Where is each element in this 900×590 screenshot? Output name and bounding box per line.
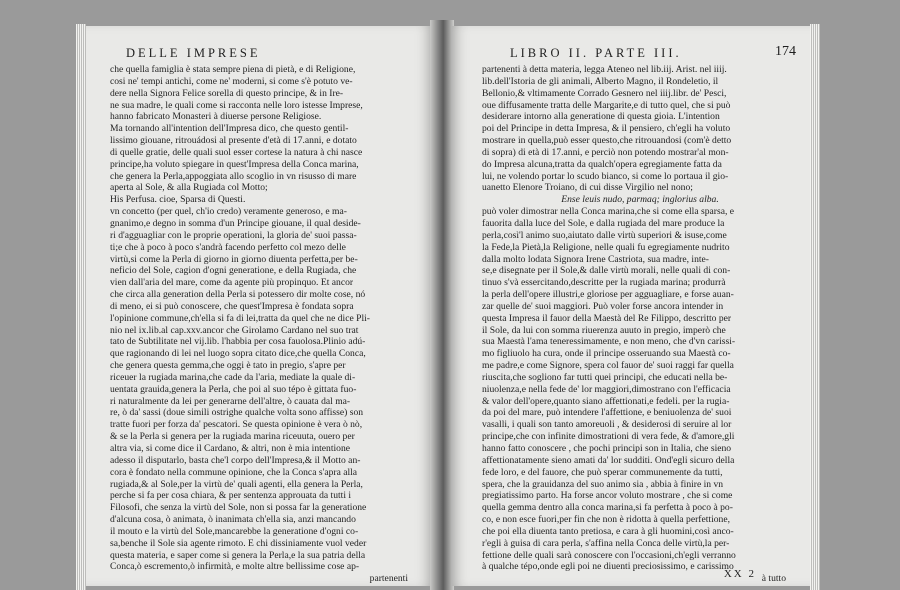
right-text-line: il Sole, da lui con somma riuerenza auuto in pregio, imperò che <box>482 324 726 336</box>
left-text-line: adesso il disputarlo, basta che'l corpo dell'Impresa,& il Motto an- <box>110 454 361 466</box>
right-text-line: Ense leuis nudo, parmaq; inglorius alba. <box>561 194 719 206</box>
right-text-line: la Fede,la Pietà,la Religione, nelle quali fu egregiamente nudrito <box>482 241 730 253</box>
right-text-line: fede loro, e del fauore, che può sperar communemente da tutti, <box>482 466 723 478</box>
signature-mark: XX 2 <box>723 568 756 580</box>
right-text-line: Bellonio,& vltimamente Corrado Gesnero nel iiij.libr. de' Pesci, <box>482 87 727 99</box>
book-gutter <box>430 20 454 590</box>
right-text-line: fauorita dalla luce del Sole, e dalla rugiada del mare produce la <box>482 217 725 229</box>
left-text-line: questa materia, e saper come si genera la Perla,e la sua patria della <box>110 549 366 561</box>
left-text-line: di meno, ei si può conoscere, che quest'Impresa è fondata sopra <box>110 300 354 312</box>
right-text-line: mostrare in quella,può esser questo,che ritrouandosi (com'è detto <box>482 135 732 147</box>
left-text-line: Ma tornando all'intention dell'Impresa dico, che questo gentil- <box>110 123 349 135</box>
left-text-line: che genera la Perla,appoggiata allo scoglio in vn risusso di mare <box>110 170 357 182</box>
left-page-edges <box>76 24 86 590</box>
left-text-line: uentata grauida,genera la Perla, che poi al suo tépo è gittata fuo- <box>110 383 357 395</box>
right-text-line: mo figliuolo ha cura, onde il principe osseruando sua Maestà co- <box>482 348 731 360</box>
left-text-line: gnanimo,e degno in somma d'un Principe giouane, il qual deside- <box>110 217 361 229</box>
left-text-line: Conca,ò escremento,ò infirmità, e molte altre bellissime cose ap- <box>110 561 360 573</box>
left-text-line: l'opinione commune,ch'ella si fa di lei,tratta da quel che ne dice Pli- <box>110 312 371 324</box>
right-text-line: me padre,e come Signore, spera col fauor de' suoi raggi far quella <box>482 360 734 372</box>
right-text-line: partenenti à detta materia, legga Ateneo nel lib.iij. Arist. nel iiij. <box>482 64 727 75</box>
right-text-line: r'egli à guisa di cara perla, s'affina nella Conca delle virtù,la per- <box>482 537 730 549</box>
left-text-line: ri naturalmente da lei per generarne dell'altre, ò cauata dal ma- <box>110 395 351 407</box>
left-text-line: neficio del Sole, cagion d'ogni generatione, e della Rugiada, che <box>110 265 357 277</box>
right-text-line: questa Impresa il fauor della Maestà del Re Filippo, descritto per <box>482 312 732 324</box>
page-number: 174 <box>775 44 796 59</box>
right-text-line: quella gemma dentro alla conca marina,si fa perfetta à poco à po- <box>482 502 733 514</box>
left-text-line: aperta al Sole, & alla Rugiada col Motto; <box>110 182 268 194</box>
left-text-line: altra via, si come dice il Cardano, & altri, non è mia intentione <box>110 443 351 454</box>
left-text-line: sa,benche il Sole sia agente rimoto. E chi dissiniamente vuol veder <box>110 537 367 549</box>
left-page-text <box>110 64 420 585</box>
right-text-line: se,e disegnate per il Sole,& dalle virtù morali, nelle quali di con- <box>482 265 731 277</box>
left-text-line: vn concetto (per quel, ch'io credo) veramente generoso, e ma- <box>110 206 347 218</box>
right-running-head: LIBRO II. PARTE III. <box>510 46 682 60</box>
right-text-line: & valor dell'opere,quanto siano affettionati,e fedeli. per la rugia- <box>482 395 730 407</box>
left-text-line: che circa alla generation della Perla si potessero dir molte cose, nó <box>110 289 366 301</box>
right-text-line: hanno fatto conoscere , che pochi principi son in Italia, che sieno <box>482 443 732 454</box>
right-text-line: può voler dimostrar nella Conca marina,che si come ella sparsa, e <box>482 206 735 218</box>
left-text-line: hanno fabricato Monasteri à diuerse persone Religiose. <box>110 111 322 123</box>
right-text-line: da poi del mare, può intendere l'affettione, e beniuolenza de' suoi <box>482 407 732 419</box>
left-text-line: ri d'agguagliar con le proprie operationi, la gloria de' suoi passa- <box>110 229 357 241</box>
left-text-line: che genera questa gemma,che oggi è tato in pregio, s'apre per <box>110 360 346 372</box>
right-page-text <box>482 64 798 585</box>
right-text-line: zar quelle de' suoi maggiori. Può voler forse ancora intender in <box>482 300 724 312</box>
right-text-line: perla,così'l animo suo,aiutato dalle virtù superiori & isuse,come <box>482 229 727 241</box>
right-text-line: spera, che la grauidanza del suo animo sia , abbia à finire in vn <box>482 478 724 490</box>
right-page <box>452 26 810 586</box>
right-text-line: niuolenza,e nella fede de' lor maggiori,dimostrano con l'efficacia <box>482 383 731 395</box>
left-text-line: cora è fondato nella commune opinione, che la Conca s'apra alla <box>110 466 358 478</box>
left-running-head: DELLE IMPRESE <box>126 46 261 60</box>
right-text-line: oue diffusamente tratta delle Margarite,e di tutto quel, che si può <box>482 99 731 111</box>
right-text-line: riuscita,che sogliono far tutti quei principi, che educati nella be- <box>482 371 728 383</box>
right-text-line: che poi ella diuenta tanto pretiosa, e cara à gli huomini,così anco- <box>482 525 734 537</box>
left-text-line: lissimo giouane, ritrouádosi al presente d'età di 17.anni, e dotato <box>110 135 357 147</box>
left-text-line: di quelle gratie, delle quali suol esser cortese la natura à chi nasce <box>110 146 363 158</box>
right-text-line: sua Maestà l'ama teneressimamente, e non meno, che d'vn carissi- <box>482 336 736 348</box>
left-text-line: il mouto e la virtù del Sole,mancarebbe la generatione d'ogni co- <box>110 525 359 537</box>
right-text-line: lui, ne volendo portar lo scudo bianco, si come lo portaua il gio- <box>482 170 729 182</box>
right-text-line: pregiatissimo parto. Ha forse ancor voluto mostrare , che si come <box>482 490 733 502</box>
right-text-line: fettione delle quali sarà conoscere con l'occasioni,ch'egli verranno <box>482 549 736 561</box>
left-text-line: Filosofi, che senza la virtù del Sole, non si possa far la generatione <box>110 502 367 514</box>
left-text-line: tato de Subtilitate nel vij.lib. l'habbia per cosa fauolosa.Plinio adú- <box>110 336 366 348</box>
right-text-line: lib.dell'Istoria de gli animali, Alberto Magno, il Rondeletio, il <box>482 75 719 87</box>
left-text-line: re, ò da' sassi (doue simili ostrighe qualche volta sono affisse) son <box>110 407 364 419</box>
left-text-line: d'alcuna cosa, ò animata, ò inanimata ch'ella sia, anzi mancando <box>110 514 356 526</box>
right-text-line: la perla dell'opere illustri,e gloriose per agguagliare, e forse auan- <box>482 289 734 301</box>
left-text-line: riceuer la rugiada marina,che cade da l'aria, mediate la quale di- <box>110 371 356 383</box>
right-text-line: do Impresa alcuna,tratta da qualch'opera egregiamente fatta da <box>482 158 722 170</box>
left-text-line: partenenti <box>369 573 408 585</box>
right-text-line: affettionatamente sieno amati da' lor sudditi. Ond'egli sicuro della <box>482 454 735 466</box>
right-text-line: desiderare intorno alla generatione di questa gioia. L'intention <box>482 111 720 123</box>
right-text-line: uanetto Elenore Troiano, di cui disse Virgilio nel nono; <box>482 182 693 194</box>
left-text-line: ne sua madre, le quali come si racconta nelle loro istesse Imprese, <box>110 99 363 111</box>
left-text-line: que ragionando di lei nel luogo sopra citato dice,che quella Conca, <box>110 348 366 360</box>
left-text-line: che quella famiglia è stata sempre piena di pietà, e di Religione, <box>110 64 356 75</box>
right-text-line: à qualche tépo,onde egli poi ne diuenti preciosissimo, e carissimo <box>482 561 734 573</box>
right-page-edges <box>810 24 820 590</box>
right-text-line: co, e non esce fuori,per fin che non è ridotta à quella perfettione, <box>482 514 730 526</box>
right-text-line: di sopra) di età di 17.anni, e perciò non potendo mostrar'al mon- <box>482 146 729 158</box>
left-text-line: vien dall'aria del mare, come da agente più propinquo. Et ancor <box>110 277 354 289</box>
left-text-line: & se la Perla si genera per la rugiada marina riceuuta, ouero per <box>110 431 355 443</box>
left-text-line: rugiada,& al Sole,per la virtù de' quali agenti, ella genera la Perla, <box>110 478 363 490</box>
left-page <box>86 26 432 586</box>
left-text-line: ti;e che à poco à poco s'andrà facendo perfetto col mezo delle <box>110 241 346 253</box>
right-text-line: principe,che con infinite dimostrationi di vera fede, & d'amore,gli <box>482 431 735 443</box>
right-text-line: à tutto <box>761 573 786 585</box>
left-text-line: principe,ha voluto spiegare in quest'Impresa della Conca marina, <box>110 158 359 170</box>
left-text-line: tratte fuori per forza da' pescatori. Se questa opinione è vera ò nò, <box>110 419 363 431</box>
left-text-line: dere nella Signora Felice sorella di questo principe, & in Ire- <box>110 87 344 99</box>
left-text-line: His Perfusa. cioe, Sparsa di Questi. <box>110 194 246 206</box>
right-text-line: poi del Principe in detta Impresa, & il pensiero, ch'egli ha voluto <box>482 123 731 135</box>
left-text-line: virtù,si come la Perla di giorno in giorno diuenta perfetta,per be- <box>110 253 358 265</box>
left-text-line: cosi ne' tempi antichi, come ne' moderni, si come s'è potuto ve- <box>110 75 353 87</box>
right-text-line: tinuo s'và essercitando,descritte per la rugiada marina; produrrà <box>482 277 726 289</box>
right-text-line: vasalli, i quali son tanto amoreuoli , & desiderosi di seruire al lor <box>482 419 732 431</box>
right-text-line: dalla molto lodata Signora Irene Castriota, sua madre, inte- <box>482 253 709 265</box>
left-text-line: perche si fa per cosa chiara, & per sentenza approuata da tutti i <box>110 490 352 502</box>
left-text-line: nio nel ix.lib.al cap.xxv.ancor che Girolamo Cardano nel suo trat <box>110 324 359 336</box>
